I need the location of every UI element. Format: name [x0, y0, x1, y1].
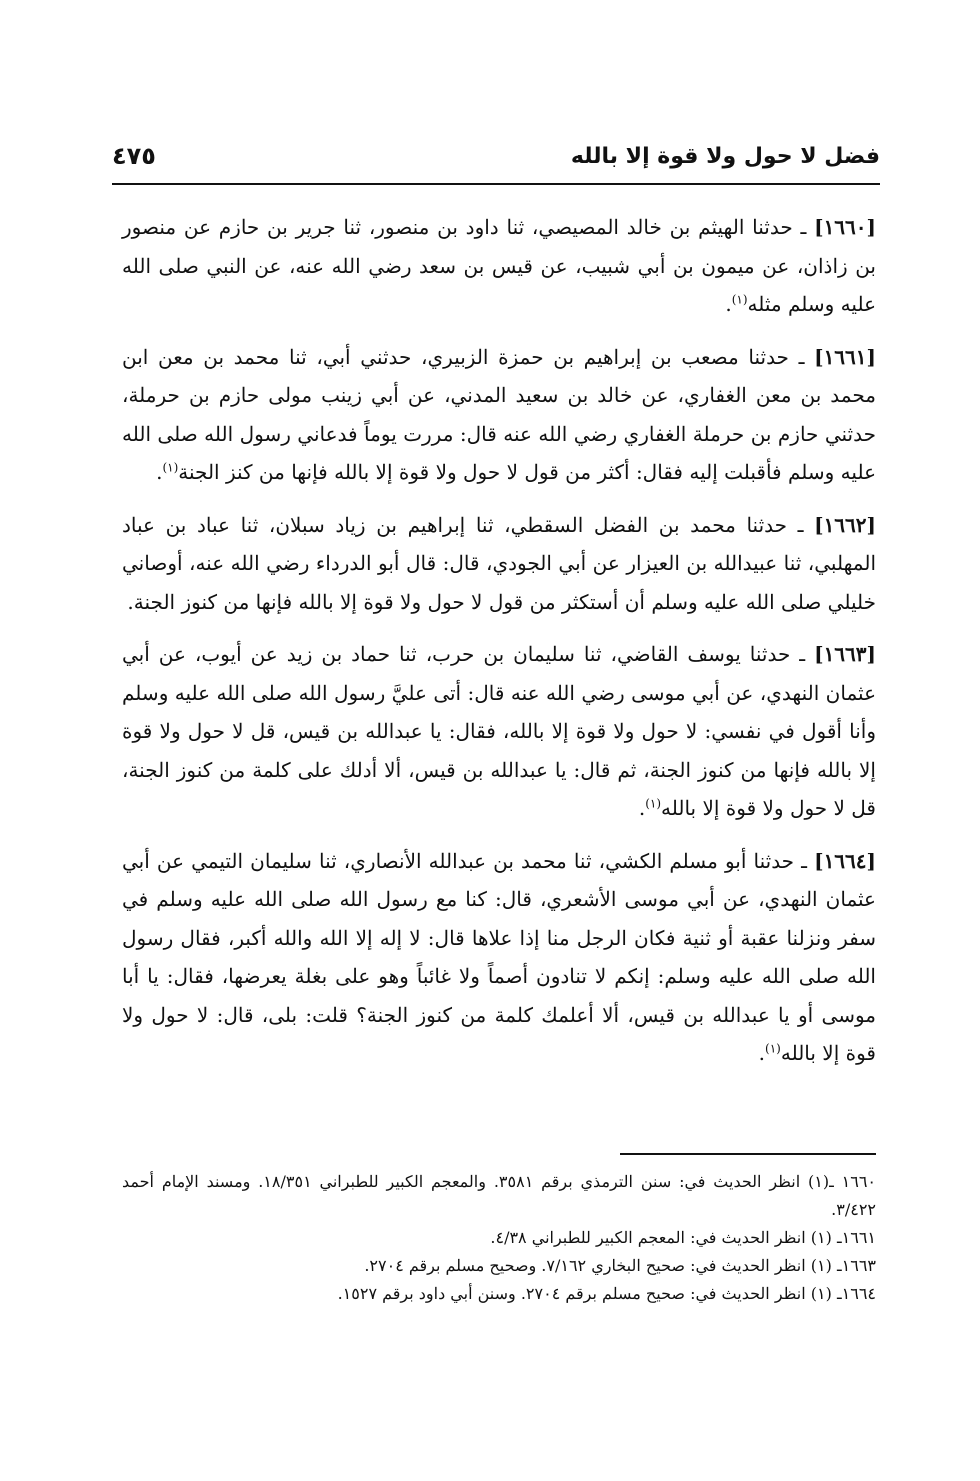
- hadith-1661: [122, 338, 876, 492]
- footnote-1661: ١٦٦١ـ (١) انظر الحديث في: المعجم الكبير للطبراني ٤/٣٨.: [490, 1228, 876, 1247]
- hadith-1662: [122, 506, 876, 622]
- footnote-1660: ١٦٦٠ ـ(١) انظر الحديث في: سنن الترمذي برقم ٣٥٨١. والمعجم الكبير للطبراني ١٨/٣٥١. ومسند الإمام أحمد ٣/٤٢٢.: [122, 1172, 877, 1219]
- footnote-marker: (١): [162, 460, 179, 475]
- hadith-text: ـ حدثنا يوسف القاضي، ثنا سليمان بن حرب، ثنا حماد بن زيد عن أيوب، عن أبي عثمان النهدي، عن أبي موسى رضي الله عنه قال: أتى عليَّ رسول الله صلى الله عليه وسلم وأنا أقول في نفسي: لا حول ولا قوة إلا بالله، فقال: يا عبدالله بن قيس، قل لا حول ولا قوة إلا بالله فإنها من كنوز الجنة، ثم قال: يا عبدالله بن قيس، ألا أدلك على كلمة من كنوز الجنة، قل لا حول ولا قوة إلا بالله: [122, 642, 877, 820]
- page-header: [112, 138, 880, 178]
- hadith-number: [١٦٦٣]: [814, 642, 876, 666]
- footnote-marker: (١): [645, 796, 662, 811]
- hadith-number: [١٦٦٤]: [814, 848, 876, 873]
- hadith-1664: [122, 842, 876, 1073]
- main-text: [122, 208, 876, 1087]
- running-title: فضل لا حول ولا قوة إلا بالله: [570, 144, 880, 169]
- hadith-text: ـ حدثنا أبو مسلم الكشي، ثنا محمد بن عبدالله الأنصاري، ثنا سليمان التيمي عن أبي عثمان النهدي، عن أبي موسى الأشعري، قال: كنا مع رسول الله صلى الله عليه وسلم في سفر ونزلنا عقبة أو ثنية فكان الرجل منا إذا علاها قال: لا إله إلا الله والله أكبر، فقال رسول الله صلى الله عليه وسلم: إنكم لا تنادون أصماً ولا غائباً وهو على بغلة يعرضها، فقال: يا أبا موسى أو يا عبدالله بن قيس، ألا أعلمك كلمة من كنوز الجنة؟ قلت: بلى، قال: لا حول ولا قوة إلا بالله: [122, 848, 876, 1065]
- hadith-tail: .: [725, 292, 732, 316]
- footnote-1664: ١٦٦٤ـ (١) انظر الحديث في: صحيح مسلم برقم ٢٧٠٤. وسنن أبي داود برقم ١٥٢٧.: [337, 1284, 876, 1303]
- footnote-marker: (١): [731, 292, 748, 307]
- footnote-1663: ١٦٦٣ـ (١) انظر الحديث في: صحيح البخاري ٧/١٦٢. وصحيح مسلم برقم ٢٧٠٤.: [364, 1256, 876, 1275]
- hadith-tail: .: [758, 1041, 766, 1065]
- hadith-text: ـ حدثنا الهيثم بن خالد المصيصي، ثنا داود بن منصور، ثنا جرير بن حازم عن منصور بن زاذان، عن ميمون بن أبي شبيب، عن قيس بن سعد رضي الله عنه، عن النبي صلى الله عليه وسلم مثله: [122, 215, 876, 316]
- hadith-tail: .: [156, 460, 163, 484]
- hadith-number: [١٦٦١]: [814, 344, 876, 369]
- page-number: ٤٧٥: [112, 142, 156, 170]
- hadith-number: [١٦٦٠]: [814, 215, 876, 239]
- hadith-text: ـ حدثنا مصعب بن إبراهيم بن حمزة الزبيري، حدثني أبي، ثنا محمد بن معن ابن محمد بن معن الغفاري، عن خالد بن سعيد المدني، عن أبي زينب مولى حازم بن حرملة، حدثني حازم بن حرملة الغفاري رضي الله عنه قال: مررت يوماً فدعاني رسول الله صلى الله عليه وسلم فأقبلت إليه فقال: أكثر من قول لا حول ولا قوة إلا بالله فإنها من كنز الجنة: [122, 344, 876, 484]
- footnote-marker: (١): [765, 1041, 781, 1056]
- footnote-rule: [620, 1153, 876, 1155]
- footnotes: [122, 1168, 876, 1308]
- hadith-text: ـ حدثنا محمد بن الفضل السقطي، ثنا إبراهيم بن زياد سبلان، ثنا عباد بن عباد المهلبي، ثنا عبيدالله بن العيزار عن أبي الجودي، قال: قال أبو الدرداء رضي الله عنه، أوصاني خليلي صلى الله عليه وسلم أن أستكثر من قول لا حول ولا قوة إلا بالله فإنها من كنوز الجنة.: [122, 512, 876, 614]
- hadith-1663: [122, 635, 876, 828]
- hadith-number: [١٦٦٢]: [814, 512, 876, 537]
- header-rule: [112, 183, 880, 185]
- hadith-1660: [122, 208, 876, 324]
- hadith-tail: .: [638, 796, 646, 820]
